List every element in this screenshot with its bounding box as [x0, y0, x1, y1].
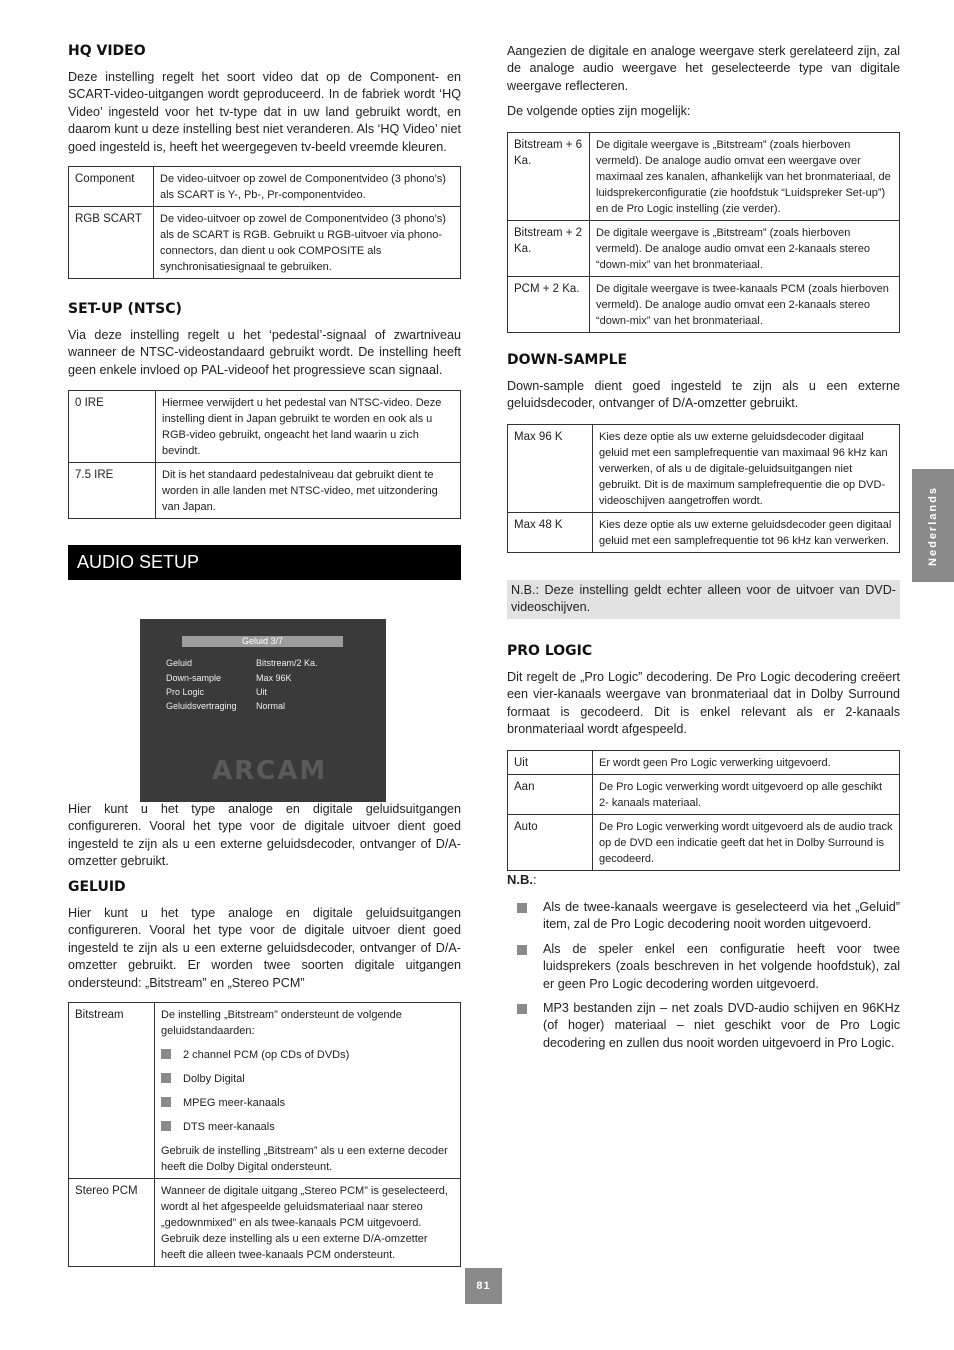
table-key: Component [69, 167, 154, 207]
table-value: Kies deze optie als uw externe geluidsdecoder digitaal geluid met een samplefrequentie van maximaal 96 kHz kan verwerken, of als u de digitale-geluidsuitgangen niet gebruikt. Dit is de maximum samplefrequentie die op DVD-videoschijven aangetroffen wordt. [593, 425, 900, 513]
table-row [508, 815, 900, 871]
page-number: 81 [465, 1268, 502, 1304]
square-bullet-icon [161, 1049, 171, 1059]
table-value: De digitale weergave is „Bitstream” (zoals hierboven vermeld). De analoge audio omvat een 2-kanaals stereo “down-mix” van het bronmateriaal. [590, 221, 900, 277]
audio-setup-text: Hier kunt u het type analoge en digitale geluidsuitgangen configureren. Vooral het type voor de digitale uitvoer dient goed ingesteld te zijn als u een externe geluidsdecoder, ontvanger of D/A-omzetter gebruikt. [68, 802, 461, 869]
table-key: Uit [508, 751, 593, 775]
list-item: 2 channel PCM (op CDs of DVDs) [161, 1047, 454, 1063]
nb-label-row [507, 872, 537, 887]
osd-item-key: Down-sample [166, 673, 222, 683]
table-key: RGB SCART [69, 207, 154, 279]
table-key: 0 IRE [69, 391, 156, 463]
hq-video-table [68, 166, 461, 279]
table-value: Er wordt geen Pro Logic verwerking uitgevoerd. [593, 751, 900, 775]
table-row [69, 207, 461, 279]
list-item: DTS meer-kanaals [161, 1119, 454, 1135]
down-sample-table [507, 424, 900, 553]
table-key: Max 48 K [508, 513, 593, 553]
table-key: 7.5 IRE [69, 463, 156, 519]
audio-setup-bar: AUDIO SETUP [68, 545, 461, 580]
table-row [508, 221, 900, 277]
table-value: De Pro Logic verwerking wordt uitgevoerd op alle geschikt 2- kanaals materiaal. [593, 775, 900, 815]
table-row [69, 1179, 461, 1267]
table-value: Wanneer de digitale uitgang „Stereo PCM” is geselecteerd, wordt al het afgespeelde geluidsmateriaal naar stereo „gedownmixed” en als twee-kanaals PCM uitgevoerd. Gebruik deze instelling als u een externe D/A-omzetter heeft die alleen twee-kanaals PCM ondersteunt. [155, 1179, 461, 1267]
list-item: MP3 bestanden zijn – net zoals DVD-audio schijven en 96KHz (of hoger) materiaal – niet geschikt voor de Pro Logic decodering en zullen dus nooit worden uitgevoerd in Pro Logic. [507, 1000, 900, 1052]
osd-item-value: Bitstream/2 Ka. [256, 658, 318, 668]
language-tab [912, 469, 954, 582]
osd-item-key: Pro Logic [166, 687, 205, 697]
table-row [508, 133, 900, 221]
square-bullet-icon [161, 1121, 171, 1131]
geluid-heading: GELUID [68, 879, 126, 895]
table-key: PCM + 2 Ka. [508, 277, 590, 333]
table-key: Stereo PCM [69, 1179, 155, 1267]
intro-text-2: De volgende opties zijn mogelijk: [507, 104, 691, 118]
table-key: Auto [508, 815, 593, 871]
square-bullet-icon [517, 903, 527, 913]
intro-text-1: Aangezien de digitale en analoge weergave sterk gerelateerd zijn, zal de analoge audio weergave het geselecteerde type van digitale weergave reflecteren. [507, 44, 900, 93]
square-bullet-icon [161, 1097, 171, 1107]
table-value: De video-uitvoer op zowel de Componentvideo (3 phono’s) als SCART is Y-, Pb-, Pr-componentvideo. [154, 167, 461, 207]
table-row [508, 277, 900, 333]
osd-screenshot [140, 619, 386, 802]
table-key: Max 96 K [508, 425, 593, 513]
list-item: Als de twee-kanaals weergave is geselecteerd via het „Geluid” item, zal de Pro Logic decodering nooit worden uitgevoerd. [507, 899, 900, 934]
setup-ntsc-table [68, 390, 461, 519]
down-sample-note: N.B.: Deze instelling geldt echter alleen voor de uitvoer van DVD-videoschijven. [507, 580, 900, 619]
list-item: MPEG meer-kanaals [161, 1095, 454, 1111]
table-value: Dit is het standaard pedestalniveau dat gebruikt dient te worden in alle landen met NTSC-video, met uitzondering van Japan. [156, 463, 461, 519]
osd-item-value: Normal [256, 701, 286, 711]
osd-item-value: Uit [256, 687, 267, 697]
osd-item-key: Geluidsvertraging [166, 701, 237, 711]
pro-logic-text: Dit regelt de „Pro Logic” decodering. De Pro Logic decodering creëert een vier-kanaals weergave van bronmateriaal dat in Dolby Surround formaat is gecodeerd. Dit is enkel relevant als er 2-kanaals bronmateriaal wordt afgespeeld. [507, 670, 900, 737]
table-value: De digitale weergave is twee-kanaals PCM (zoals hierboven vermeld). De analoge audio omvat een 2-kanaals stereo “down-mix” van het bronmateriaal. [590, 277, 900, 333]
table-row [508, 513, 900, 553]
nb-list [507, 899, 900, 1059]
osd-item-key: Geluid [166, 658, 193, 668]
square-bullet-icon [517, 945, 527, 955]
hq-video-text: Deze instelling regelt het soort video dat op de Component- en SCART-video-uitgangen wordt geproduceerd. In de fabriek wordt ‘HQ Video’ ingesteld voor het tv-type dat in uw land gebruikt wordt, en daarom kunt u deze instelling best niet veranderen. Als ‘HQ Video’ niet goed ingesteld is, heeft het weergegeven tv-beeld vreemde kleuren. [68, 70, 461, 154]
table-value: Hiermee verwijdert u het pedestal van NTSC-video. Deze instelling dient in Japan gebruikt te worden en ook als u RGB-video gebruikt, ongeacht het land waarin u zich bevindt. [156, 391, 461, 463]
table-row [508, 775, 900, 815]
down-sample-heading: DOWN-SAMPLE [507, 352, 628, 368]
table-value: De Pro Logic verwerking wordt uitgevoerd als de audio track op de DVD een indicatie geeft dat het in Dolby Surround is gecodeerd. [593, 815, 900, 871]
osd-item-value: Max 96K [256, 673, 292, 683]
square-bullet-icon [517, 1004, 527, 1014]
pro-logic-table [507, 750, 900, 871]
setup-ntsc-heading: SET-UP (NTSC) [68, 301, 182, 317]
table-value: De digitale weergave is „Bitstream” (zoals hierboven vermeld). De analoge audio omvat een weergave over maximaal zes kanalen, afhankelijk van het bronmateriaal, de luidsprekerconfiguratie (zie hoofdstuk “Luidspreker Set-up”) en de Pro Logic instelling (zie verder). [590, 133, 900, 221]
table-row [508, 425, 900, 513]
table-row [508, 751, 900, 775]
nb-colon: : [533, 872, 537, 887]
table-key: Bitstream [69, 1003, 155, 1179]
pro-logic-heading: PRO LOGIC [507, 643, 593, 659]
bitstream-intro: De instelling „Bitstream” ondersteunt de volgende geluidstandaarden: [161, 1009, 402, 1037]
table-value: Kies deze optie als uw externe geluidsdecoder geen digitaal geluid met een samplefrequentie tot 96 kHz kan verwerken. [593, 513, 900, 553]
table-key: Bitstream + 6 Ka. [508, 133, 590, 221]
table-value: De video-uitvoer op zowel de Componentvideo (3 phono’s) als de SCART is RGB. Gebruikt u RGB-uitvoer via phono-connectors, dan dient u ook COMPOSITE als synchronisatiesignaal te gebruiken. [154, 207, 461, 279]
arcam-logo: ARCAM [212, 756, 328, 786]
table-row [69, 167, 461, 207]
table-row [69, 391, 461, 463]
table-key: Bitstream + 2 Ka. [508, 221, 590, 277]
table-value [155, 1003, 461, 1179]
osd-title: Geluid 3/7 [182, 636, 343, 647]
down-sample-text: Down-sample dient goed ingesteld te zijn als u een externe geluidsdecoder, ontvanger of D/A-omzetter gebruikt. [507, 379, 900, 411]
language-tab-label: Nederlands [927, 485, 939, 566]
hq-video-heading: HQ VIDEO [68, 43, 146, 59]
nb-label: N.B. [507, 872, 533, 887]
square-bullet-icon [161, 1073, 171, 1083]
setup-ntsc-text: Via deze instelling regelt u het ‘pedestal’-signaal of zwartniveau wanneer de NTSC-videostandaard gebruikt wordt. De instelling heeft geen enkele invloed op PAL-videoof het progressieve scan signaal. [68, 328, 461, 377]
bitstream-outro: Gebruik de instelling „Bitstream” als u een externe decoder heeft die Dolby Digital ondersteunt. [161, 1145, 448, 1173]
list-item: Als de speler enkel een configuratie heeft voor twee luidsprekers (zoals beschreven in het volgende hoofdstuk), zal er geen Pro Logic decodering worden uitgevoerd. [507, 941, 900, 993]
list-item: Dolby Digital [161, 1071, 454, 1087]
options-table [507, 132, 900, 333]
table-key: Aan [508, 775, 593, 815]
table-row [69, 463, 461, 519]
table-row [69, 1003, 461, 1179]
geluid-table [68, 1002, 461, 1267]
geluid-text: Hier kunt u het type analoge en digitale geluidsuitgangen configureren. Vooral het type voor de digitale uitvoer dient goed ingesteld te zijn als u een externe geluidsdecoder, ontvanger of D/A-omzetter gebruikt. Er worden twee soorten digitale uitgangen ondersteund: „Bitstream” en „Stereo PCM” [68, 906, 461, 990]
